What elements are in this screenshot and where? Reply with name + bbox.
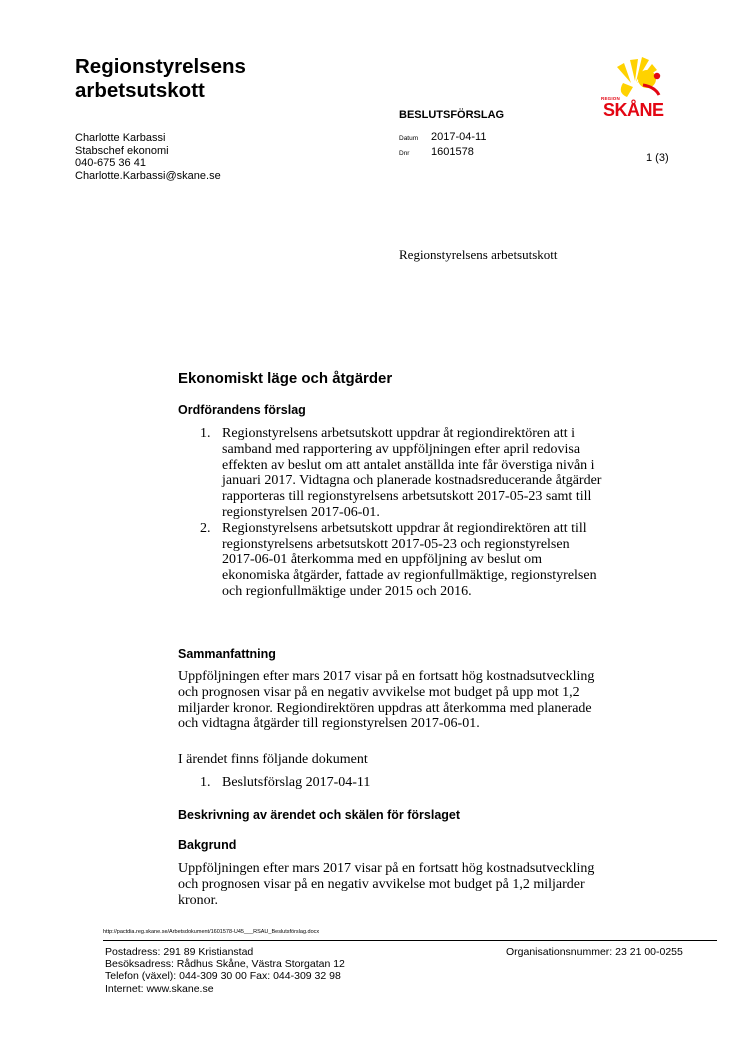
list-item-line: Regionstyrelsens arbetsutskott uppdrar åt regiondirektören att i <box>222 426 576 441</box>
contact-name: Charlotte Karbassi <box>75 132 166 144</box>
paragraph-line: och prognosen visar på en negativ avvikelse mot budget på 1,2 miljarder <box>178 876 585 892</box>
list-item-line: samband med rapportering av uppföljningen efter april redovisa <box>222 441 581 457</box>
organization-title-line2: arbetsutskott <box>75 79 205 102</box>
list-item-line: 2017-06-01 återkomma med en uppföljning av beslut om <box>222 552 542 568</box>
background-heading: Bakgrund <box>178 838 237 852</box>
list-item-line: regionstyrelsen 2017-06-01. <box>222 504 380 520</box>
page-number: 1 (3) <box>646 152 669 164</box>
dnr-label: Dnr <box>399 150 410 157</box>
list-item-number: 2. <box>200 520 211 536</box>
list-item <box>178 775 628 791</box>
footer-org-number: Organisationsnummer: 23 21 00-0255 <box>506 946 683 958</box>
footer-internet[interactable]: Internet: www.skane.se <box>105 982 214 995</box>
background-paragraph <box>178 861 628 908</box>
dnr-value: 1601578 <box>431 146 474 158</box>
dnr-row <box>399 146 474 158</box>
organization-title-line1: Regionstyrelsens <box>75 55 246 78</box>
summary-paragraph <box>178 669 628 732</box>
contact-phone: 040-675 36 41 <box>75 157 146 170</box>
documents-intro: I ärendet finns följande dokument <box>178 752 368 767</box>
date-label: Datum <box>399 135 419 142</box>
list-item-line: ekonomiska åtgärder, fattade av regionfullmäktige, regionstyrelsen <box>222 568 597 584</box>
paragraph-line: kronor. <box>178 892 219 908</box>
list-item-line: Beslutsförslag 2017-04-11 <box>222 775 371 790</box>
paragraph-line: miljarder kronor. Regiondirektören uppdras att återkomma med planerade <box>178 700 592 716</box>
logo-big-text: SKÅNE <box>603 100 664 120</box>
paragraph-line: Uppföljningen efter mars 2017 visar på en fortsatt hög kostnadsutveckling <box>178 669 595 684</box>
contact-email[interactable]: Charlotte.Karbassi@skane.se <box>75 169 221 182</box>
list-item-line: effekten av beslut om att antalet anställda inte får överstiga nivån i <box>222 457 595 473</box>
document-type: BESLUTSFÖRSLAG <box>399 109 505 121</box>
footer-divider <box>103 940 717 941</box>
summary-heading: Sammanfattning <box>178 647 276 661</box>
paragraph-line: och vidtagna åtgärder till regionstyrelsen 2017-06-01. <box>178 716 480 732</box>
list-item-line: januari 2017. Vidtagna och planerade kostnadsreducerande åtgärder <box>222 473 602 489</box>
list-item-line: och regionfullmäktige under 2015 och 2016. <box>222 583 472 599</box>
paragraph-line: Uppföljningen efter mars 2017 visar på en fortsatt hög kostnadsutveckling <box>178 861 595 876</box>
proposal-list <box>178 426 628 600</box>
paragraph-line: och prognosen visar på en negativ avvikelse mot budget på upp mot 1,2 <box>178 684 580 700</box>
date-value: 2017-04-11 <box>431 131 487 143</box>
organization-title <box>75 55 246 103</box>
recipient: Regionstyrelsens arbetsutskott <box>399 247 558 262</box>
proposal-heading: Ordförandens förslag <box>178 403 306 417</box>
documents-list <box>178 775 628 791</box>
date-row <box>399 131 486 143</box>
list-item-number: 1. <box>200 775 211 790</box>
list-item <box>178 521 628 600</box>
footer-address-block <box>105 946 345 995</box>
region-skane-logo <box>603 53 678 121</box>
list-item-line: regionstyrelsens arbetsutskott 2017-05-23 och regionstyrelsen <box>222 536 570 552</box>
contact-role: Stabschef ekonomi <box>75 144 169 157</box>
list-item <box>178 426 628 521</box>
contact-block <box>75 132 221 182</box>
list-item-line: Regionstyrelsens arbetsutskott uppdrar åt regiondirektören att till <box>222 520 587 536</box>
list-item-number: 1. <box>200 426 211 441</box>
list-item-line: rapporteras till regionstyrelsens arbetsutskott 2017-05-23 samt till <box>222 489 592 505</box>
footer-phone: Telefon (växel): 044-309 30 00 Fax: 044-309 32 98 <box>105 970 341 983</box>
description-heading: Beskrivning av ärendet och skälen för förslaget <box>178 808 461 822</box>
footer-visit: Besöksadress: Rådhus Skåne, Västra Storgatan 12 <box>105 958 345 971</box>
file-path: http://pactdia.reg.skane.se/Arbetsdokument/1601578-U45___RSAU_Beslutsförslag.docx <box>103 929 320 935</box>
logo-small-text: REGION <box>601 96 620 101</box>
footer-postal: Postadress: 291 89 Kristianstad <box>105 946 254 958</box>
document-heading: Ekonomiskt läge och åtgärder <box>178 370 393 387</box>
